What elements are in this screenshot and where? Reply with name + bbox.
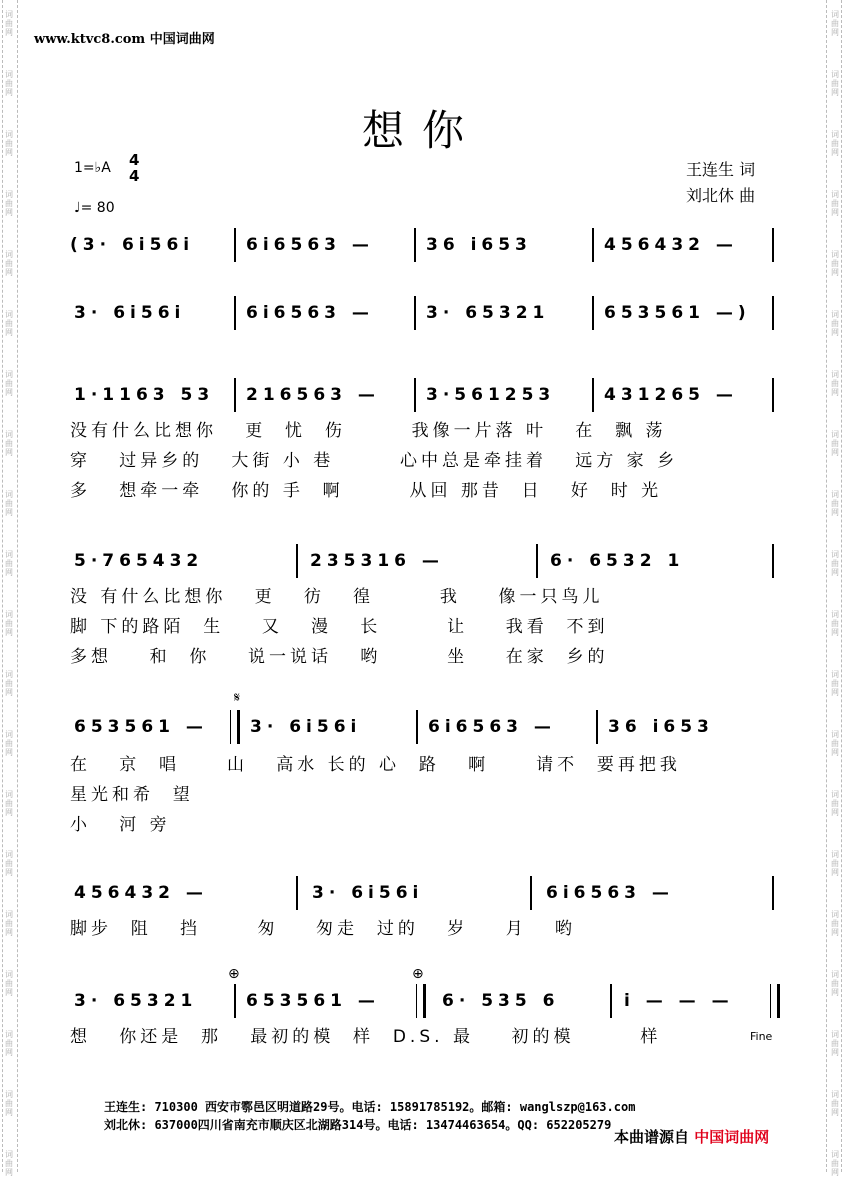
measure: 3· 65321 (74, 991, 198, 1011)
bar-line (536, 544, 538, 578)
watermark: 词 曲 网 (5, 430, 13, 457)
lyric-line: 穿 过异乡的 大街 小 巷 心中总是牵挂着 远方 家 乡 (70, 451, 679, 471)
composer: 刘北休 曲 (686, 186, 756, 205)
measure: 6· 535 6 (442, 991, 560, 1011)
score-row-7 (70, 986, 778, 1016)
lyric-line: 想 你还是 那 最初的模 样 D.S. 最 初的模 样 (70, 1027, 662, 1047)
bar-line (772, 378, 774, 412)
watermark: 词 曲 网 (831, 310, 839, 337)
watermark: 词 曲 网 (5, 250, 13, 277)
measure: 3· 6i56i (312, 883, 424, 903)
bar-line (296, 876, 298, 910)
watermark: 词 曲 网 (831, 490, 839, 517)
watermark: 词 曲 网 (5, 1090, 13, 1117)
measure: 5·765432 (74, 551, 204, 571)
score-row-3 (70, 380, 778, 410)
watermark: 词 曲 网 (831, 910, 839, 937)
bar-line (772, 228, 774, 262)
watermark: 词 曲 网 (5, 670, 13, 697)
measure: 36 i653 (608, 717, 714, 737)
watermark: 词 曲 网 (5, 70, 13, 97)
bar-line (234, 296, 236, 330)
song-title: 想你 (361, 106, 482, 155)
watermark: 词 曲 网 (831, 550, 839, 577)
bar-line (772, 296, 774, 330)
lyric-line: 没有什么比想你 更 忧 伤 我像一片落 叶 在 飘 荡 (70, 421, 667, 441)
bar-line (234, 378, 236, 412)
watermark: 词 曲 网 (831, 1150, 839, 1177)
measure: 6i6563 — (246, 303, 374, 323)
score-row-4 (70, 546, 778, 576)
watermark: 词 曲 网 (831, 430, 839, 457)
bar-line (296, 544, 298, 578)
bar-line (592, 378, 594, 412)
bar-line (414, 228, 416, 262)
score-row-5 (70, 712, 778, 742)
bar-line (596, 710, 598, 744)
measure: 653561 — (74, 717, 208, 737)
measure: 36 i653 (426, 235, 532, 255)
site-header[interactable]: www.ktvc8.com 中国词曲网 (34, 32, 215, 47)
measure: 456432 — (74, 883, 208, 903)
watermark: 词 曲 网 (831, 1090, 839, 1117)
measure: 6i6563 — (246, 235, 374, 255)
bar-line (772, 544, 774, 578)
score-row-6 (70, 878, 778, 908)
fine-mark: Fine (750, 1030, 773, 1043)
watermark: 词 曲 网 (831, 1030, 839, 1057)
lyric-line: 星光和希 望 (70, 785, 194, 805)
watermark: 词 曲 网 (5, 490, 13, 517)
credits (686, 157, 755, 209)
watermark: 词 曲 网 (5, 910, 13, 937)
source-note: 本曲谱源自 中国词曲网 (614, 1128, 770, 1146)
watermark: 词 曲 网 (5, 1150, 13, 1177)
watermark: 词 曲 网 (831, 130, 839, 157)
repeat-bar-line (230, 710, 240, 744)
watermark: 词 曲 网 (831, 610, 839, 637)
measure: 653561 — (246, 991, 380, 1011)
bar-line (416, 710, 418, 744)
bar-line (530, 876, 532, 910)
watermark: 词 曲 网 (5, 370, 13, 397)
segno-sign: 𝄋 (234, 690, 241, 706)
final-bar-line (770, 984, 780, 1018)
double-bar-line (416, 984, 426, 1018)
watermark: 词 曲 网 (831, 790, 839, 817)
watermark: 词 曲 网 (5, 310, 13, 337)
measure: 431265 — (604, 385, 738, 405)
measure: 456432 — (604, 235, 738, 255)
watermark: 词 曲 网 (5, 730, 13, 757)
lyricist: 王连生 词 (686, 160, 756, 179)
measure: (3· 6i56i (70, 235, 195, 255)
bar-line (592, 296, 594, 330)
bar-line (234, 228, 236, 262)
bar-line (592, 228, 594, 262)
watermark: 词 曲 网 (831, 370, 839, 397)
watermark: 词 曲 网 (5, 1030, 13, 1057)
measure: 3· 6i56i (74, 303, 186, 323)
contact-lyricist: 王连生: 710300 西安市鄠邑区明道路29号。电话: 15891785192。邮箱: wanglszp@163.com (104, 1100, 636, 1114)
watermark: 词 曲 网 (5, 10, 13, 37)
measure: 653561 —) (604, 303, 751, 323)
measure: 216563 — (246, 385, 380, 405)
lyric-line: 没 有什么比想你 更 彷 徨 我 像一只鸟儿 (70, 587, 604, 607)
watermark: 词 曲 网 (5, 790, 13, 817)
bar-line (772, 876, 774, 910)
lyric-line: 多想 和 你 说一说话 哟 坐 在家 乡的 (70, 647, 609, 667)
watermark: 词 曲 网 (831, 970, 839, 997)
watermark: 词 曲 网 (5, 970, 13, 997)
lyric-line: 脚步 阻 挡 匆 匆走 过的 岁 月 哟 (70, 919, 576, 939)
watermark: 词 曲 网 (5, 190, 13, 217)
watermark: 词 曲 网 (5, 130, 13, 157)
bar-line (414, 378, 416, 412)
contact-composer: 刘北休: 637000四川省南充市顺庆区北湖路314号。电话: 13474463654。QQ: 652205279 (104, 1118, 612, 1132)
watermark: 词 曲 网 (831, 730, 839, 757)
measure: 6· 6532 1 (550, 551, 685, 571)
bar-line (414, 296, 416, 330)
lyric-line: 多 想牵一牵 你的 手 啊 从回 那昔 日 好 时 光 (70, 481, 663, 501)
bar-line (610, 984, 612, 1018)
measure: 1·1163 53 (74, 385, 215, 405)
measure: 3·561253 (426, 385, 556, 405)
watermark: 词 曲 网 (831, 670, 839, 697)
lyric-line: 在 京 唱 山 高水 长的 心 路 啊 请不 要再把我 (70, 755, 681, 775)
watermark: 词 曲 网 (831, 250, 839, 277)
lyric-line: 小 河 旁 (70, 815, 171, 835)
tempo-marking: ♩= 80 (74, 200, 115, 216)
measure: 3· 65321 (426, 303, 550, 323)
bar-line (234, 984, 236, 1018)
measure: i — — — (624, 991, 734, 1011)
watermark: 词 曲 网 (831, 190, 839, 217)
measure: 6i6563 — (428, 717, 556, 737)
measure: 235316 — (310, 551, 444, 571)
watermark: 词 曲 网 (5, 850, 13, 877)
source-site-link[interactable]: 中国词曲网 (694, 1128, 770, 1146)
score-row-1 (70, 230, 778, 260)
watermark: 词 曲 网 (831, 10, 839, 37)
watermark: 词 曲 网 (5, 610, 13, 637)
measure: 6i6563 — (546, 883, 674, 903)
watermark: 词 曲 网 (831, 70, 839, 97)
watermark: 词 曲 网 (831, 850, 839, 877)
lyric-line: 脚 下的路陌 生 又 漫 长 让 我看 不到 (70, 617, 609, 637)
score-row-2 (70, 298, 778, 328)
time-signature: 4 4 (129, 151, 140, 185)
key-signature: 1=♭A (74, 160, 111, 176)
watermark: 词 曲 网 (5, 550, 13, 577)
coda-sign: ⊕ (412, 966, 424, 982)
coda-sign: ⊕ (228, 966, 240, 982)
measure: 3· 6i56i (250, 717, 362, 737)
